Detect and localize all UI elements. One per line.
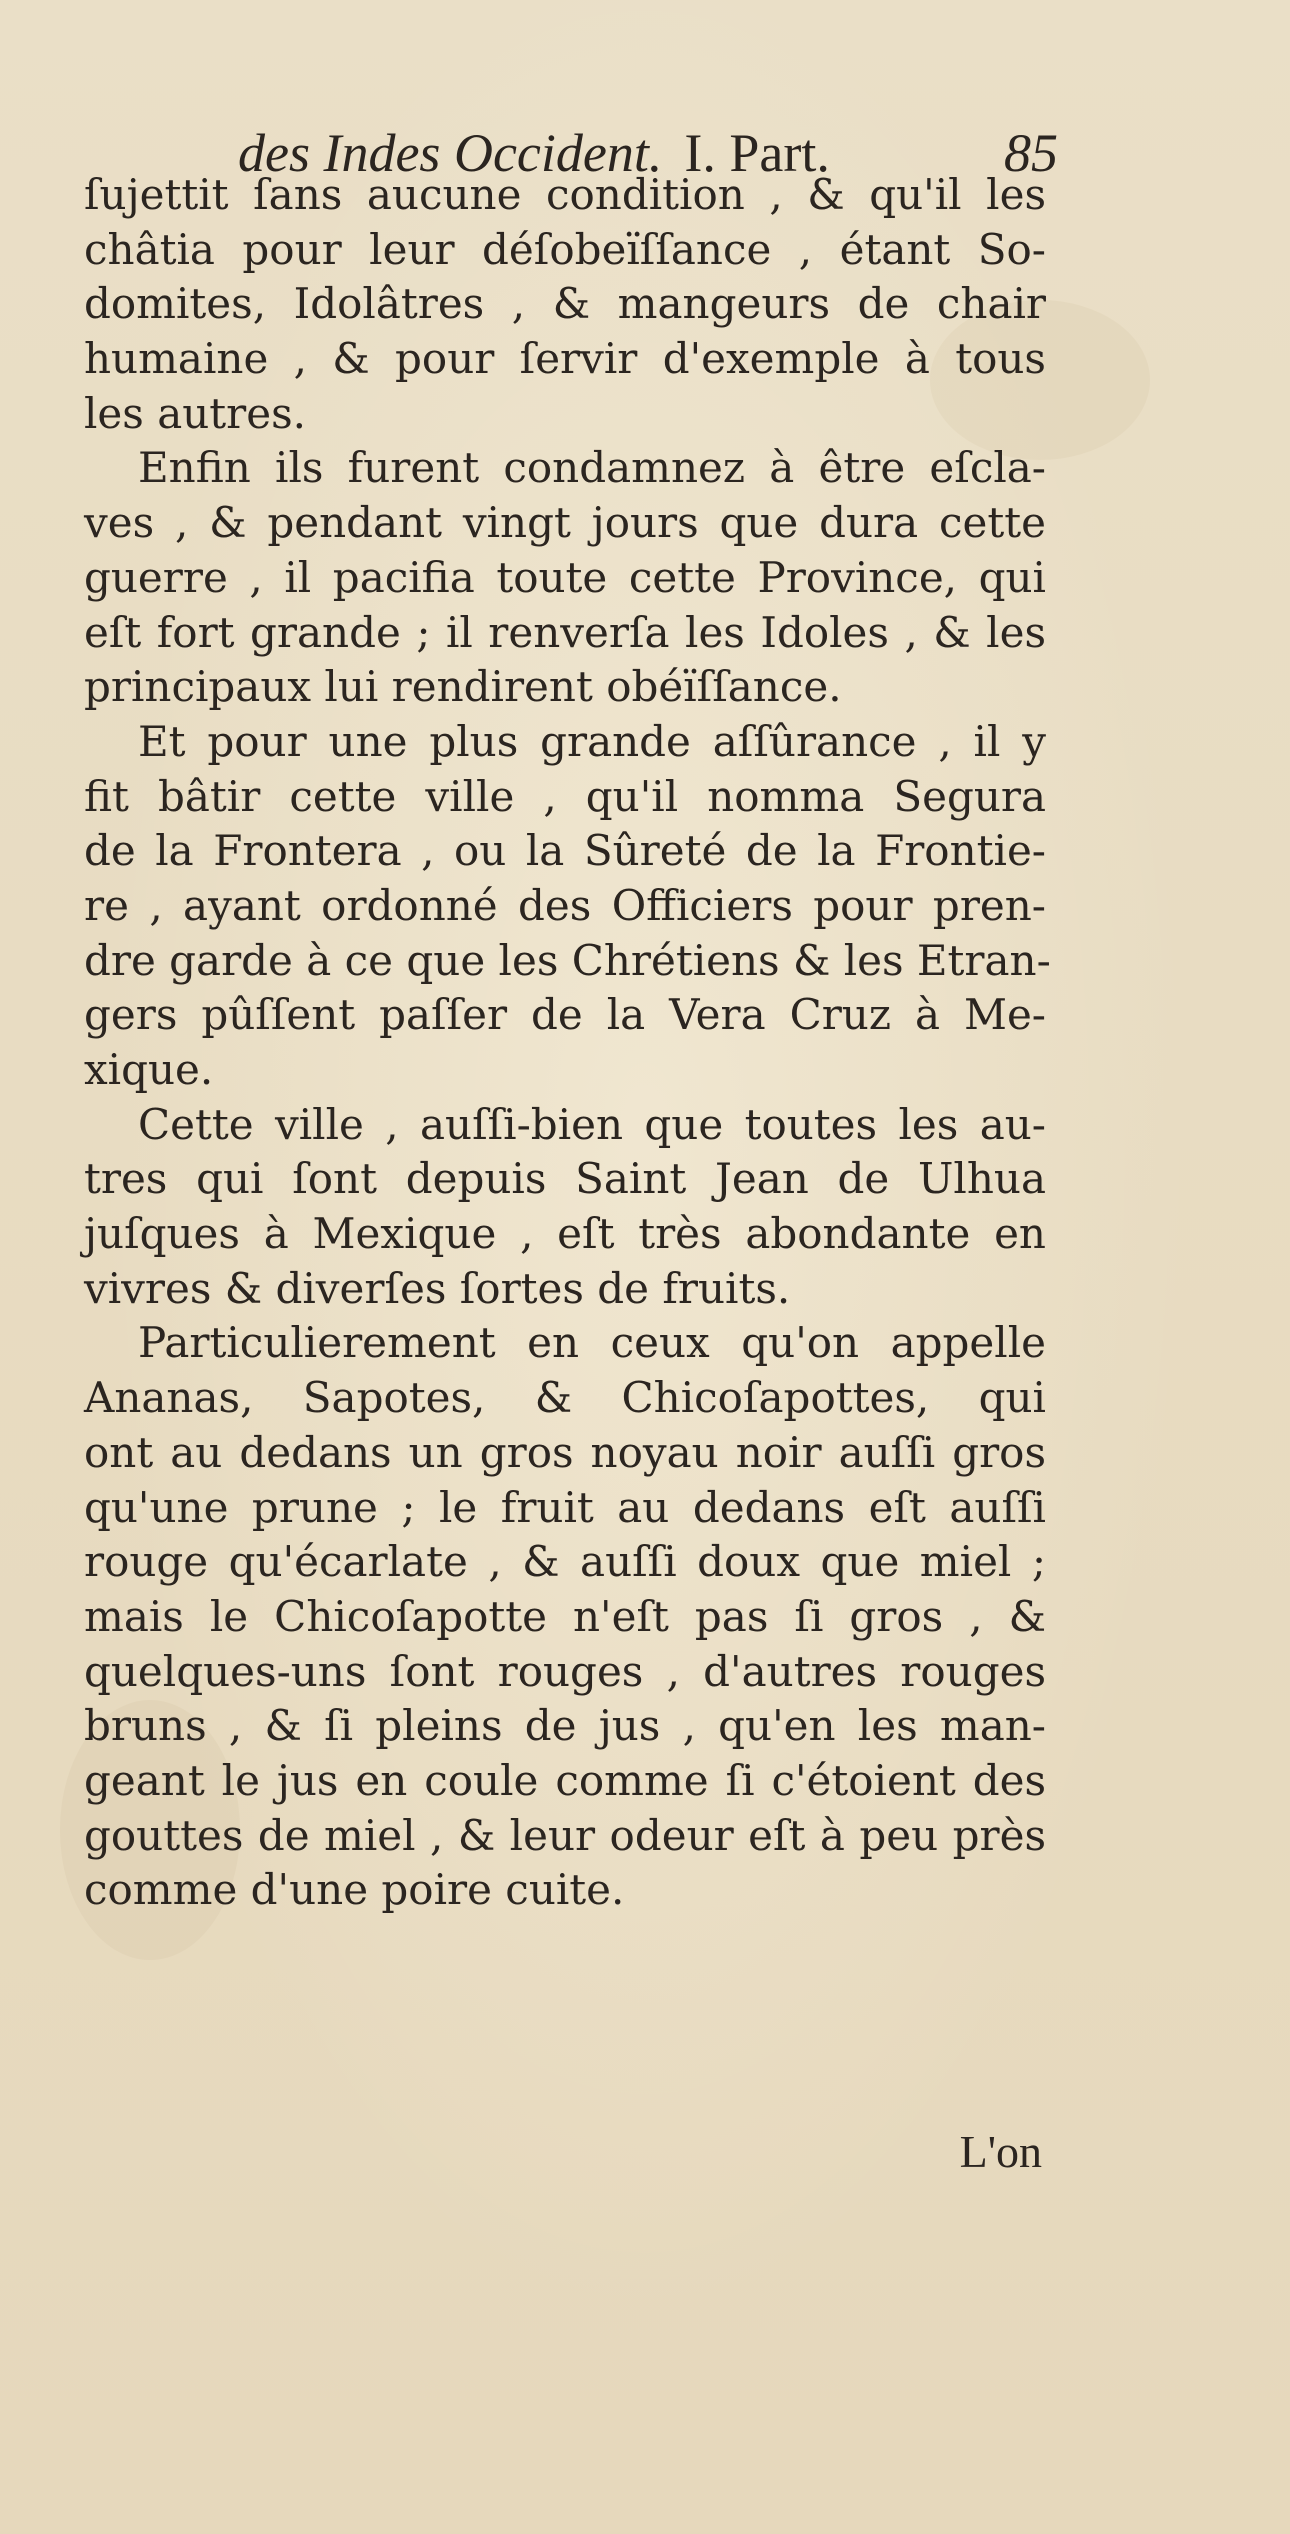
text-line: humaine , & pour ſervir d'exemple à tous [84, 334, 1046, 384]
text-line: mais le Chicoſapotte n'eſt pas ſi gros , & [84, 1591, 1046, 1641]
text-line: qu'une prune ; le fruit au dedans eſt auſſi [84, 1482, 1046, 1532]
text-line: dre garde à ce que les Chrétiens & les Etran- [84, 935, 1051, 985]
text-line: les autres. [84, 388, 306, 438]
text-line: Et pour une plus grande aſſûrance , il y [138, 716, 1046, 766]
text-line: fit bâtir cette ville , qu'il nomma Segura [84, 771, 1046, 821]
text-line: Cette ville , auſſi-bien que toutes les au- [138, 1099, 1046, 1149]
text-line: Ananas, Sapotes, & Chicoſapottes, qui [84, 1373, 1046, 1423]
text-line: tres qui ſont depuis Saint Jean de Ulhua [84, 1154, 1046, 1204]
text-line: domites, Idolâtres , & mangeurs de chair [84, 279, 1046, 329]
text-line: Enfin ils furent condamnez à être eſcla- [138, 443, 1046, 493]
text-line: principaux lui rendirent obéïſſance. [84, 662, 842, 712]
part-number: I. Part. [684, 123, 830, 183]
text-line: guerre , il pacifia toute cette Province, qui [84, 552, 1046, 602]
text-line: gouttes de miel , & leur odeur eſt à peu près [84, 1810, 1046, 1860]
body-text [84, 168, 1051, 1918]
text-line: ves , & pendant vingt jours que dura cette [84, 498, 1046, 548]
text-line: ſujettit ſans aucune condition , & qu'il les [84, 170, 1046, 219]
text-line: ont au dedans un gros noyau noir auſſi gros [84, 1427, 1046, 1477]
text-line: de la Frontera , ou la Sûreté de la Frontie- [84, 826, 1046, 876]
text-line: gers pûſſent paſſer de la Vera Cruz à Me- [84, 990, 1046, 1040]
running-title: des Indes Occident. [238, 123, 663, 183]
text-line: geant le jus en coule comme ſi c'étoient des [84, 1755, 1046, 1805]
text-line: juſques à Mexique , eſt très abondante en [84, 1209, 1046, 1259]
text-line: bruns , & ſi pleins de jus , qu'en les man- [84, 1701, 1046, 1751]
text-line: vivres & diverſes ſortes de fruits. [84, 1263, 791, 1313]
text-line: rouge qu'écarlate , & auſſi doux que miel ; [84, 1537, 1046, 1587]
text-line: châtia pour leur déſobeïſſance , étant So- [84, 224, 1046, 274]
text-line: comme d'une poire cuite. [84, 1865, 625, 1915]
text-line: Particulierement en ceux qu'on appelle [138, 1318, 1046, 1368]
text-line: re , ayant ordonné des Officiers pour pren- [84, 880, 1046, 930]
text-line: xique. [84, 1045, 214, 1094]
page-number: 85 [1004, 123, 1058, 183]
text-line: quelques-uns ſont rouges , d'autres rouges [84, 1646, 1046, 1696]
text-line: eſt fort grande ; il renverſa les Idoles , & les [84, 607, 1046, 657]
catchword: L'on [959, 2126, 1042, 2177]
